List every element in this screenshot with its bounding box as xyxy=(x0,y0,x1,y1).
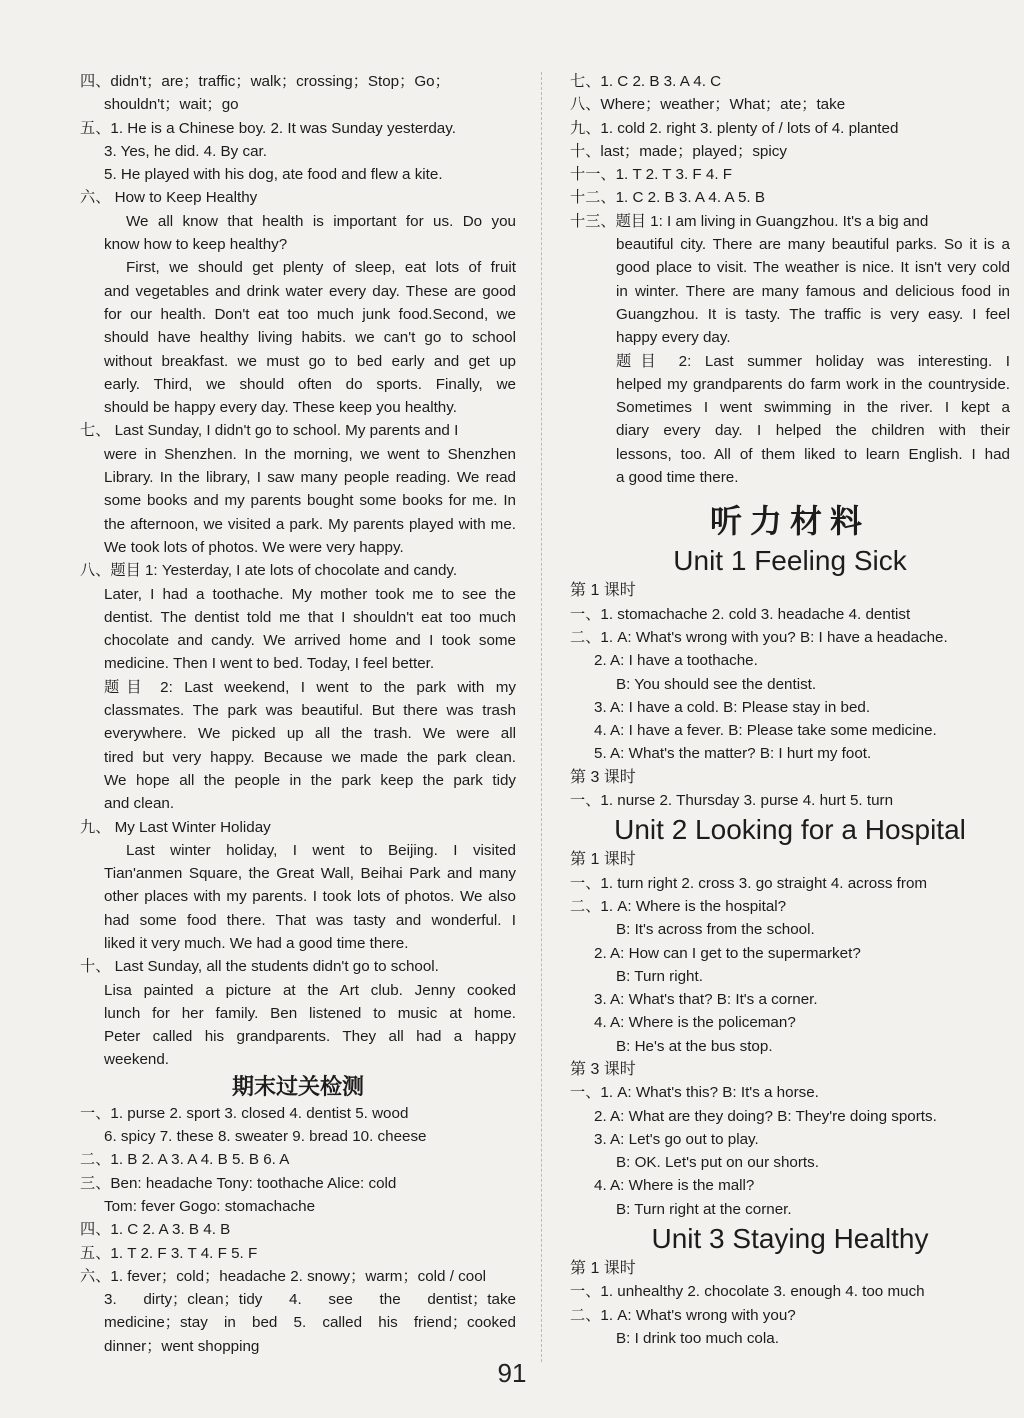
text-line: 2. A: How can I get to the supermarket? xyxy=(594,944,861,962)
text-line: happy every day. xyxy=(616,329,731,347)
right-column xyxy=(570,70,1010,1350)
text-line: for our health. Don't eat too much junk food.Second, we xyxy=(104,305,516,323)
unit-title: Unit 1 Feeling Sick xyxy=(673,545,907,577)
text-line: beautiful city. There are many beautiful parks. So it is a xyxy=(616,236,1010,254)
text-line: 六、1. fever；cold；headache 2. snowy；warm；cold / cool xyxy=(80,1267,487,1285)
text-line: some books and my parents bought some books for me. In xyxy=(104,492,516,510)
text-line: were in Shenzhen. In the morning, we went to Shenzhen xyxy=(104,445,516,463)
text-line: classmates. The park was beautiful. But there was trash xyxy=(104,702,516,720)
text-line: 一、1. A: What's this? B: It's a horse. xyxy=(570,1084,819,1102)
text-line: 九、1. cold 2. right 3. plenty of / lots of 4. planted xyxy=(570,119,899,137)
text-line: Tom: fever Gogo: stomachache xyxy=(104,1197,316,1215)
column-divider xyxy=(541,72,542,1362)
unit-title: Unit 3 Staying Healthy xyxy=(651,1223,929,1255)
text-line: 题目 2: Last summer holiday was interesting. I xyxy=(616,352,1010,370)
lesson-label: 第 1 课时 xyxy=(570,1260,636,1278)
text-line: 四、1. C 2. A 3. B 4. B xyxy=(80,1221,231,1239)
section-heading: 听力材料 xyxy=(709,503,870,540)
text-line: 二、1. A: What's wrong with you? B: I have a headache. xyxy=(570,628,948,646)
text-line: 4. A: Where is the mall? xyxy=(594,1177,755,1195)
text-line: the afternoon, we visited a park. My parents played with me. xyxy=(104,515,516,533)
text-line: lessons, too. All of them liked to learn English. I had xyxy=(616,445,1010,463)
text-line: 3. A: I have a cold. B: Please stay in bed. xyxy=(594,698,871,716)
text-line: We all know that health is important for us. Do you xyxy=(126,212,516,230)
text-line: 三、Ben: headache Tony: toothache Alice: cold xyxy=(80,1174,397,1192)
text-line: good place to visit. The weather is nice. It isn't very cold xyxy=(616,259,1010,277)
text-line: 一、1. nurse 2. Thursday 3. purse 4. hurt 5. turn xyxy=(570,792,894,810)
text-line: 一、1. purse 2. sport 3. closed 4. dentist 5. wood xyxy=(80,1104,409,1122)
text-line: and clean. xyxy=(104,795,175,813)
text-line: 四、didn't；are；traffic；walk；crossing；Stop；Go； xyxy=(80,73,450,90)
text-line: dinner；went shopping xyxy=(104,1337,260,1355)
text-line: 十一、1. T 2. T 3. F 4. F xyxy=(570,166,733,184)
text-line: dentist. The dentist told me that I shouldn't eat too much xyxy=(104,608,516,626)
text-line: 六、 How to Keep Healthy xyxy=(80,189,258,207)
text-line: B: It's across from the school. xyxy=(616,921,815,939)
text-line: 十二、1. C 2. B 3. A 4. A 5. B xyxy=(570,189,766,207)
text-line: 5. A: What's the matter? B: I hurt my foot. xyxy=(594,745,872,763)
text-line: Library. In the library, I saw many people reading. We read xyxy=(104,469,516,487)
text-line: 5. He played with his dog, ate food and flew a kite. xyxy=(104,166,443,184)
section-heading: 期末过关检测 xyxy=(231,1073,364,1099)
text-line: 3. Yes, he did. 4. By car. xyxy=(104,142,267,160)
text-line: diary every day. I helped the children with their xyxy=(616,422,1010,440)
text-line: shouldn't；wait；go xyxy=(104,96,239,114)
text-line: B: You should see the dentist. xyxy=(616,675,817,693)
text-line: Guangzhou. It is tasty. The traffic is very easy. I feel xyxy=(616,305,1010,323)
text-line: B: OK. Let's put on our shorts. xyxy=(616,1154,819,1172)
text-line: should be happy every day. These keep you healthy. xyxy=(104,399,457,417)
text-line: liked it very much. We had a good time there. xyxy=(104,934,409,952)
text-line: a good time there. xyxy=(616,469,739,487)
text-line: helped my grandparents do farm work in the countryside. xyxy=(616,375,1010,393)
text-line: 五、1. T 2. F 3. T 4. F 5. F xyxy=(80,1244,258,1262)
text-line: Peter called his grandparents. They all had a happy xyxy=(104,1028,516,1046)
text-line: chocolate and candy. We arrived home and I took some xyxy=(104,632,516,650)
text-line: 八、Where；weather；What；ate；take xyxy=(570,96,846,114)
lesson-label: 第 1 课时 xyxy=(570,851,636,869)
text-line: 八、题目 1: Yesterday, I ate lots of chocolate and candy. xyxy=(80,562,458,580)
text-line: weekend. xyxy=(104,1051,170,1069)
text-line: 五、1. He is a Chinese boy. 2. It was Sunday yesterday. xyxy=(80,119,456,137)
text-line: 2. A: I have a toothache. xyxy=(594,652,758,670)
lesson-label: 第 1 课时 xyxy=(570,582,636,600)
text-line: Later, I had a toothache. My mother took me to see the xyxy=(104,585,516,603)
text-line: B: He's at the bus stop. xyxy=(616,1037,773,1055)
text-line: should have healthy living habits. we can't go to school xyxy=(104,329,516,347)
text-line: Tian'anmen Square, the Great Wall, Beihai Park and many xyxy=(104,865,516,883)
text-line: medicine. Then I went to bed. Today, I feel better. xyxy=(104,655,435,673)
text-line: know how to keep healthy? xyxy=(104,236,288,254)
lesson-label: 第 3 课时 xyxy=(570,768,636,786)
text-line: 一、1. unhealthy 2. chocolate 3. enough 4. too much xyxy=(570,1283,925,1301)
page-number: 91 xyxy=(497,1358,527,1388)
text-line: 3. dirty；clean；tidy 4. see the dentist；take xyxy=(104,1291,516,1309)
lesson-label: 第 3 课时 xyxy=(570,1060,636,1078)
text-line: 二、1. A: What's wrong with you? xyxy=(570,1306,796,1324)
text-line: 一、1. stomachache 2. cold 3. headache 4. dentist xyxy=(570,605,911,623)
text-line: We hope all the people in the park keep the park tidy xyxy=(104,771,516,789)
text-line: 十、last；made；played；spicy xyxy=(570,142,787,160)
text-line: Last winter holiday, I went to Beijing. I visited xyxy=(126,841,516,859)
text-line: 4. A: Where is the policeman? xyxy=(594,1014,796,1032)
text-line: without breakfast. we must go to bed early and get up xyxy=(104,352,516,370)
text-line: 七、 Last Sunday, I didn't go to school. My parents and I xyxy=(80,422,459,440)
text-line: 3. A: Let's go out to play. xyxy=(594,1130,759,1148)
text-line: We took lots of photos. We were very happy. xyxy=(104,538,404,556)
text-line: 3. A: What's that? B: It's a corner. xyxy=(594,991,818,1009)
text-line: lunch for her family. Ben listened to music at home. xyxy=(104,1004,516,1022)
text-line: First, we should get plenty of sleep, eat lots of fruit xyxy=(126,259,516,277)
text-line: and vegetables and drink water every day. These are good xyxy=(104,282,516,300)
text-line: 九、 My Last Winter Holiday xyxy=(80,818,271,836)
text-line: 二、1. A: Where is the hospital? xyxy=(570,897,787,915)
text-line: B: Turn right at the corner. xyxy=(616,1200,792,1218)
text-line: had some food there. That was tasty and wonderful. I xyxy=(104,911,516,929)
text-line: 4. A: I have a fever. B: Please take some medicine. xyxy=(594,722,937,740)
text-line: 题目 2: Last weekend, I went to the park with my xyxy=(104,678,516,696)
text-line: early. Third, we should often do sports. Finally, we xyxy=(104,375,516,393)
text-line: other places with my parents. I took lots of photos. We also xyxy=(104,888,516,906)
text-line: in winter. There are many famous and delicious food in xyxy=(616,282,1010,300)
text-line: Lisa painted a picture at the Art club. Jenny cooked xyxy=(104,981,516,999)
text-line: everywhere. We picked up all the trash. We were all xyxy=(104,725,516,743)
text-line: 十三、题目 1: I am living in Guangzhou. It's a big and xyxy=(570,212,929,230)
text-line: 七、1. C 2. B 3. A 4. C xyxy=(570,73,722,90)
text-line: 6. spicy 7. these 8. sweater 9. bread 10. cheese xyxy=(104,1128,427,1146)
text-line: medicine；stay in bed 5. called his friend；cooked xyxy=(104,1314,516,1332)
text-line: B: I drink too much cola. xyxy=(616,1329,779,1347)
text-line: 2. A: What are they doing? B: They're doing sports. xyxy=(594,1107,937,1125)
text-line: B: Turn right. xyxy=(616,967,703,985)
text-line: tired but very happy. Because we made the park clean. xyxy=(104,748,516,766)
text-line: 十、 Last Sunday, all the students didn't go to school. xyxy=(80,958,439,976)
unit-title: Unit 2 Looking for a Hospital xyxy=(614,814,966,846)
left-column xyxy=(80,70,516,1358)
text-line: Sometimes I went swimming in the river. I kept a xyxy=(616,399,1010,417)
text-line: 二、1. B 2. A 3. A 4. B 5. B 6. A xyxy=(80,1151,290,1169)
text-line: 一、1. turn right 2. cross 3. go straight 4. across from xyxy=(570,874,928,892)
